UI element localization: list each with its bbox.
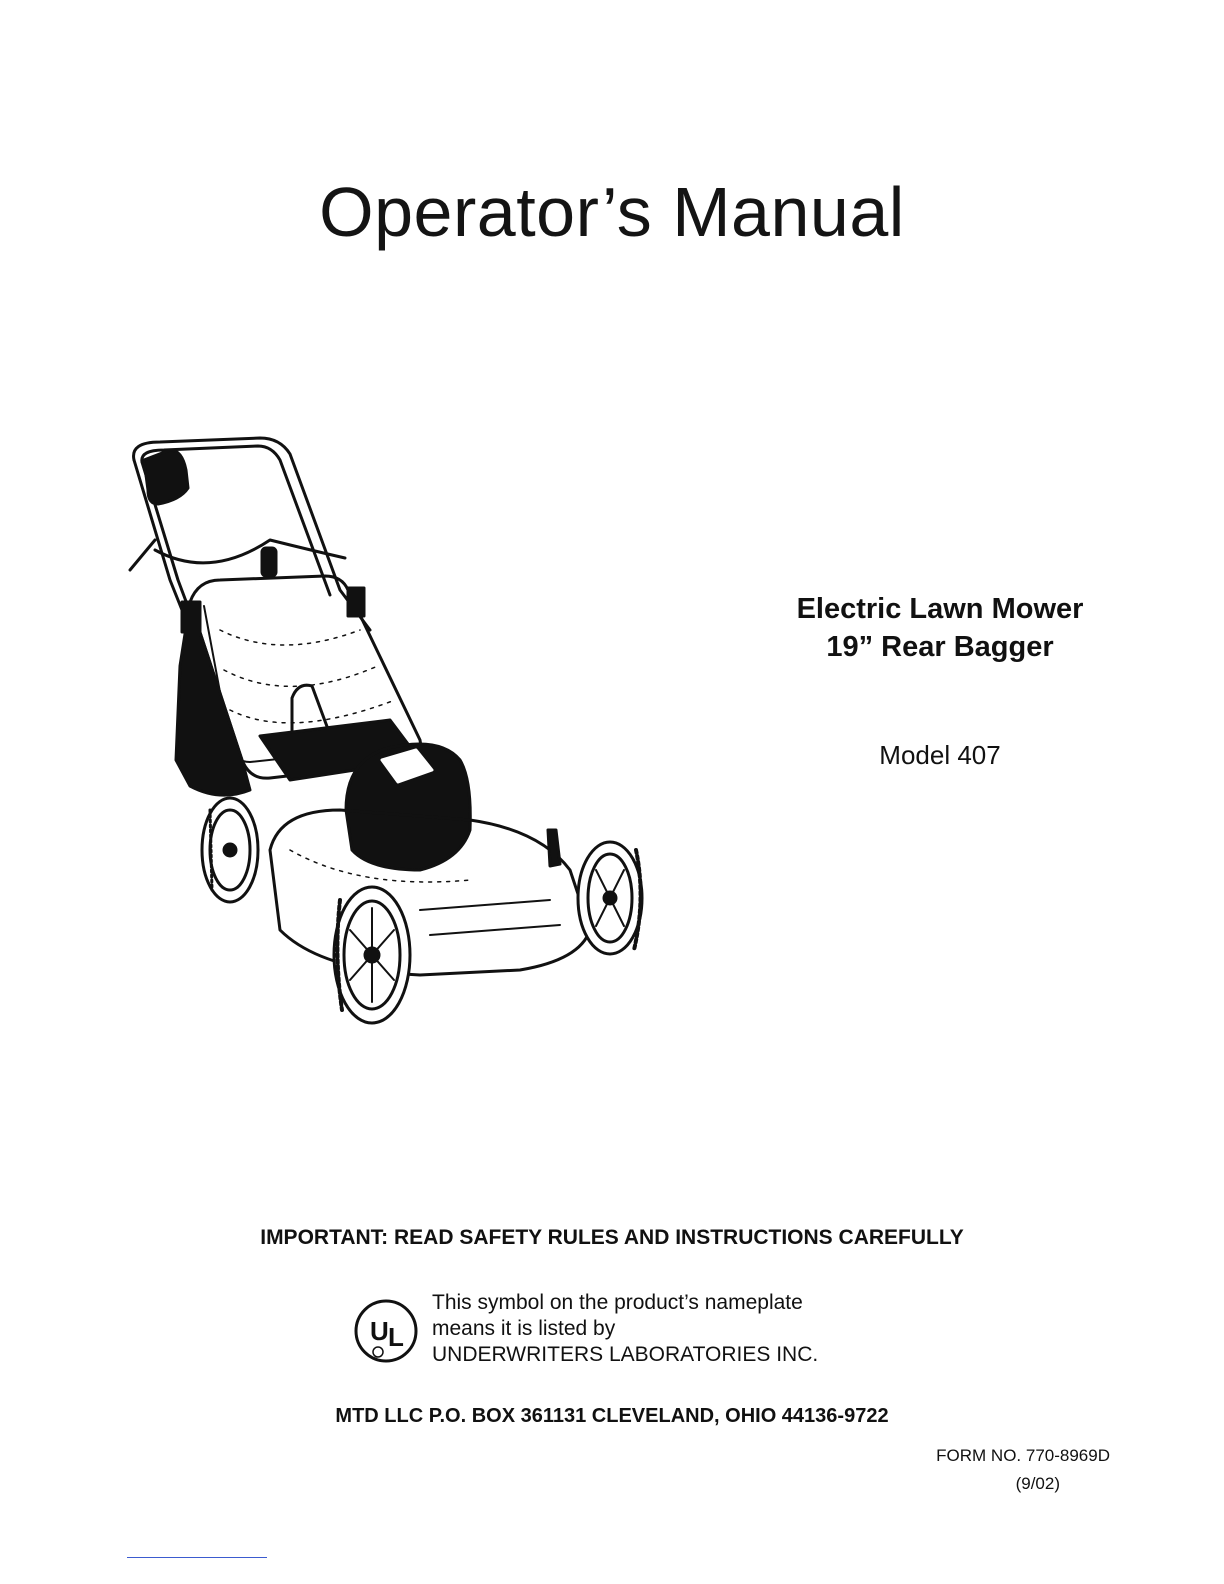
safety-notice: IMPORTANT: READ SAFETY RULES AND INSTRUCTIONS CAREFULLY [260, 1226, 964, 1249]
model-number: Model 407 [879, 740, 1001, 770]
product-line-1: Electric Lawn Mower [796, 593, 1084, 625]
ul-logo-icon [348, 1296, 426, 1366]
svg-text:L: L [388, 1322, 404, 1352]
manual-title: Operator’s Manual [319, 173, 905, 251]
product-line-2: 19” Rear Bagger [826, 631, 1054, 663]
form-date: (9/02) [1015, 1474, 1060, 1493]
form-number: FORM NO. 770-8969D [936, 1446, 1110, 1465]
svg-text:U: U [370, 1316, 389, 1346]
ul-line-1: This symbol on the product’s nameplate [432, 1291, 803, 1314]
ul-line-3: UNDERWRITERS LABORATORIES INC. [432, 1343, 819, 1366]
ul-listing-text [432, 1290, 818, 1368]
footer-rule [127, 1557, 267, 1558]
product-heading [760, 590, 1120, 666]
company-address: MTD LLC P.O. BOX 361131 CLEVELAND, OHIO 44136-9722 [335, 1405, 889, 1427]
lawn-mower-illustration [120, 430, 660, 1030]
ul-line-2: means it is listed by [432, 1317, 616, 1340]
